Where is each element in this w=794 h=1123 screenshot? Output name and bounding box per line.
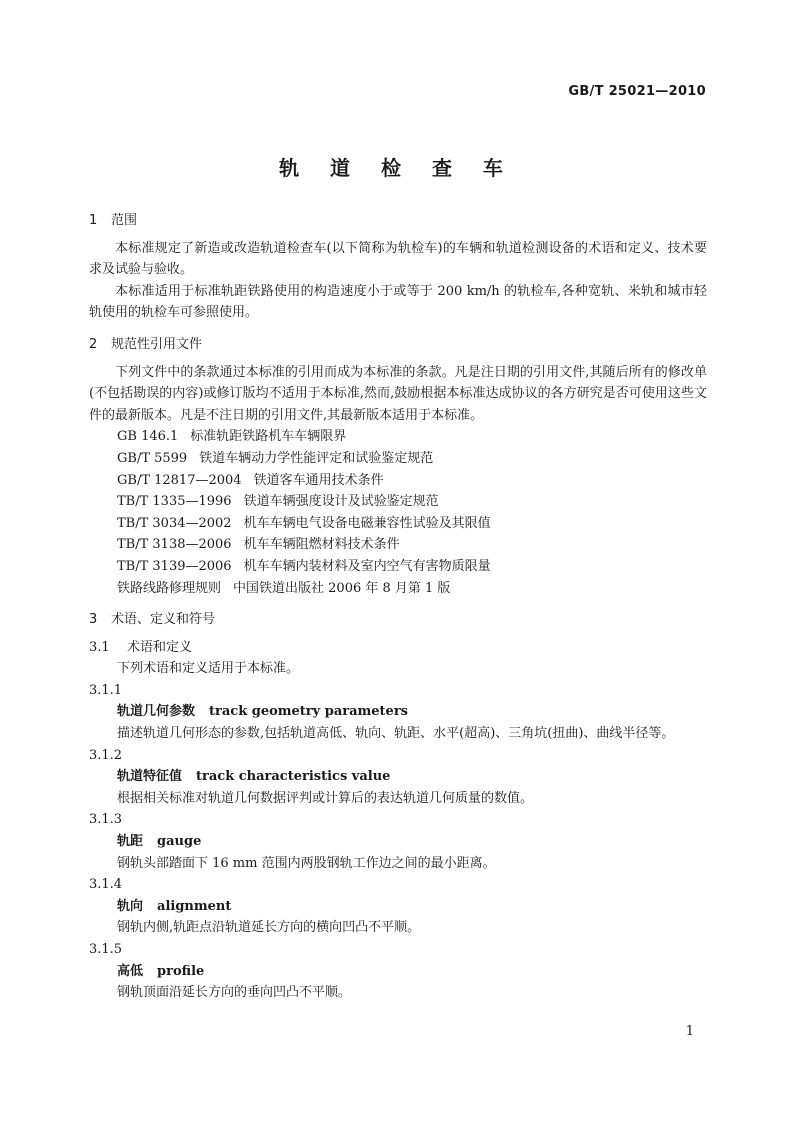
reference-item: TB/T 3138—2006 机车车辆阻燃材料技术条件	[117, 537, 400, 553]
term-number: 3.1.3	[89, 812, 123, 828]
document-body	[89, 210, 707, 1004]
term-name: 轨向 alignment	[117, 898, 232, 914]
section-1-paragraph: 本标准规定了新造或改造轨道检查车(以下简称为轨检车)的车辆和轨道检测设备的术语和定义、技术要求及试验与验收。	[89, 240, 707, 278]
reference-item: TB/T 3034—2002 机车车辆电气设备电磁兼容性试验及其限值	[117, 515, 491, 531]
term-name: 轨道特征值 track characteristics value	[117, 769, 391, 785]
section-3-heading: 3 术语、定义和符号	[89, 612, 216, 628]
term-number: 3.1.4	[89, 877, 123, 893]
subsection-3-1-heading: 3.1 术语和定义	[89, 639, 193, 655]
term-definition: 钢轨内侧,轨距点沿轨道延长方向的横向凹凸不平顺。	[117, 920, 421, 936]
reference-item: GB 146.1 标准轨距铁路机车车辆限界	[117, 429, 347, 445]
term-number: 3.1.5	[89, 942, 123, 957]
term-number: 3.1.2	[89, 747, 123, 763]
section-2-intro: 下列文件中的条款通过本标准的引用而成为本标准的条款。凡是注日期的引用文件,其随后所有的修改单(不包括勘误的内容)或修订版均不适用于本标准,然而,鼓励根据本标准达成协议的各方研究是否可使用这些文件的最新版本。凡是不注日期的引用文件,其最新版本适用于本标准。	[89, 364, 707, 423]
document-title: 轨 道 检 查 车	[279, 156, 515, 180]
reference-item: TB/T 1335—1996 铁道车辆强度设计及试验鉴定规范	[117, 494, 439, 510]
reference-item: GB/T 5599 铁道车辆动力学性能评定和试验鉴定规范	[117, 450, 434, 466]
reference-item: GB/T 12817—2004 铁道客车通用技术条件	[117, 472, 384, 488]
term-definition: 描述轨道几何形态的参数,包括轨道高低、轨向、轨距、水平(超高)、三角坑(扭曲)、曲线半径等。	[117, 726, 675, 742]
reference-item: 铁路线路修理规则 中国铁道出版社 2006 年 8 月第 1 版	[117, 580, 451, 596]
term-definition: 钢轨顶面沿延长方向的垂向凹凸不平顺。	[117, 985, 352, 1001]
term-definition: 根据相关标准对轨道几何数据评判或计算后的表达轨道几何质量的数值。	[117, 790, 534, 806]
term-name: 轨距 gauge	[117, 834, 202, 850]
term-number: 3.1.1	[89, 682, 123, 698]
term-name: 轨道几何参数 track geometry parameters	[117, 704, 408, 720]
page-number: 1	[685, 1024, 694, 1039]
term-definition: 钢轨头部踏面下 16 mm 范围内两股钢轨工作边之间的最小距离。	[117, 855, 496, 871]
standard-code: GB/T 25021—2010	[568, 84, 706, 99]
section-2-heading: 2 规范性引用文件	[89, 336, 203, 352]
term-name: 高低 profile	[117, 963, 205, 979]
section-1-heading: 1 范围	[89, 213, 138, 228]
section-1-paragraph: 本标准适用于标准轨距铁路使用的构造速度小于或等于 200 km/h 的轨检车,各种宽轨、米轨和城市轻轨使用的轨检车可参照使用。	[89, 283, 707, 321]
reference-item: TB/T 3139—2006 机车车辆内装材料及室内空气有害物质限量	[117, 558, 491, 574]
subsection-3-1-intro: 下列术语和定义适用于本标准。	[117, 661, 300, 677]
